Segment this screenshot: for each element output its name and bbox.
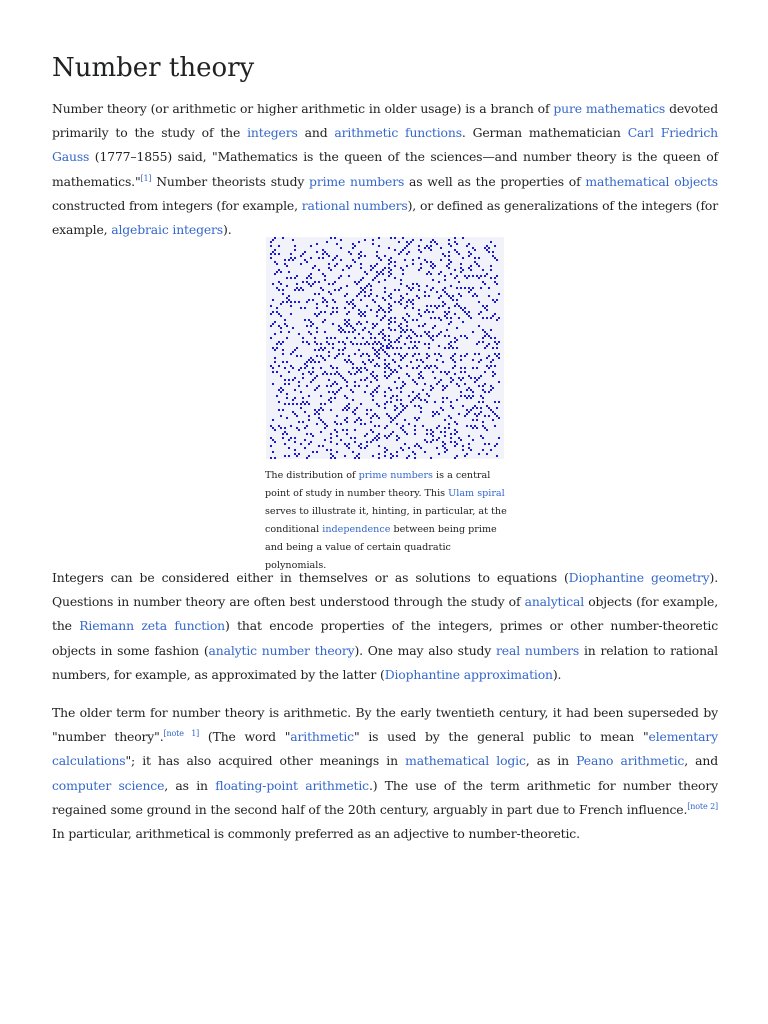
figure-caption <box>265 467 507 575</box>
page-title: Number theory <box>52 53 255 83</box>
text-run: ). <box>552 666 562 682</box>
inline-link[interactable]: algebraic integers <box>111 222 224 238</box>
inline-link[interactable]: pure mathematics <box>553 101 666 116</box>
text-run: In particular, arithmetical is commonly preferred as an adjective to number-theoretic. <box>52 826 580 842</box>
text-run: Number theorists study <box>151 173 310 189</box>
inline-link[interactable]: mathematical logic <box>405 753 526 769</box>
inline-link[interactable]: arithmetic functions <box>334 125 462 141</box>
paragraph-arithmetic <box>52 701 718 846</box>
footnote-marker <box>141 173 152 182</box>
inline-link[interactable]: arithmetic <box>290 729 354 745</box>
inline-link[interactable]: Diophantine geometry <box>568 570 710 585</box>
footnote-marker <box>687 802 718 811</box>
ulam-spiral-image[interactable] <box>266 237 504 459</box>
paragraph-intro <box>52 97 718 242</box>
text-run: ), or defined as generalizations of the integers (for example, <box>52 197 718 238</box>
inline-link[interactable]: Riemann zeta function <box>79 618 226 634</box>
inline-link[interactable]: prime numbers <box>309 173 405 189</box>
inline-link[interactable]: floating-point arithmetic <box>215 777 369 793</box>
text-run: ). <box>223 222 232 238</box>
reference-link[interactable]: [note 2] <box>687 801 719 811</box>
text-run: " is used by the general public to mean " <box>353 729 649 745</box>
text-run: (The word " <box>199 729 291 745</box>
text-run: (1777–1855) said, "Mathematics is the queen of the sciences—and number theory is the queen of mathematics." <box>52 149 718 189</box>
text-run: in relation to rational numbers, for example, as approximated by the latter ( <box>52 642 718 682</box>
text-run: The distribution of <box>265 470 359 481</box>
text-run: and <box>297 125 335 141</box>
reference-link[interactable]: [note 1] <box>163 729 200 739</box>
text-run: serves to illustrate it, hinting, in particular, at the conditional <box>265 506 507 535</box>
text-run: ) that encode properties of the integers, primes or other number-theoretic objects in some fashion ( <box>52 618 718 658</box>
inline-link[interactable]: rational numbers <box>301 197 408 213</box>
inline-link[interactable]: elementary calculations <box>52 729 718 769</box>
text-run: Number theory (or arithmetic or higher arithmetic in older usage) is a branch of <box>52 101 554 116</box>
paragraph-integers <box>52 566 718 687</box>
text-run: , as in <box>525 753 577 769</box>
text-run: as well as the properties of <box>404 173 586 189</box>
inline-link[interactable]: computer science <box>52 777 165 793</box>
figure-ulam-spiral <box>266 237 504 459</box>
text-run: constructed from integers (for example, <box>52 197 302 213</box>
inline-link[interactable]: integers <box>247 125 298 141</box>
text-run: ). One may also study <box>354 642 497 658</box>
text-run: "; it has also acquired other meanings in <box>125 753 406 769</box>
inline-link[interactable]: Peano arithmetic <box>576 753 685 769</box>
reference-link[interactable]: [1] <box>140 173 152 183</box>
text-run: is a central point of study in number theory. This <box>265 470 491 499</box>
inline-link[interactable]: independence <box>322 524 391 535</box>
inline-link[interactable]: Diophantine approximation <box>384 666 553 682</box>
footnote-marker <box>163 729 199 738</box>
text-run: objects (for example, the <box>52 594 718 634</box>
inline-link[interactable]: mathematical objects <box>585 173 718 189</box>
inline-link[interactable]: analytic number theory <box>208 642 355 658</box>
text-run: between being prime and being a value of certain quadratic polynomials. <box>265 524 497 571</box>
text-run: The older term for number theory is arithmetic. By the early twentieth century, it had been superseded by "number theory". <box>52 705 718 745</box>
inline-link[interactable]: analytical <box>524 594 585 610</box>
text-run: , as in <box>164 777 216 793</box>
inline-link[interactable]: Carl Friedrich Gauss <box>52 125 718 165</box>
inline-link[interactable]: prime numbers <box>358 470 433 481</box>
text-run: devoted primarily to the study of the <box>52 101 718 141</box>
text-run: ). Questions in number theory are often best understood through the study of <box>52 570 718 610</box>
inline-link[interactable]: real numbers <box>496 642 580 658</box>
inline-link[interactable]: Ulam spiral <box>448 488 505 499</box>
text-run: .) The use of the term arithmetic for number theory regained some ground in the second half of the 20th century, arguably in part due to French influence. <box>52 777 718 817</box>
text-run: . German mathematician <box>461 125 628 141</box>
text-run: , and <box>684 753 719 769</box>
text-run: Integers can be considered either in themselves or as solutions to equations ( <box>52 570 569 585</box>
